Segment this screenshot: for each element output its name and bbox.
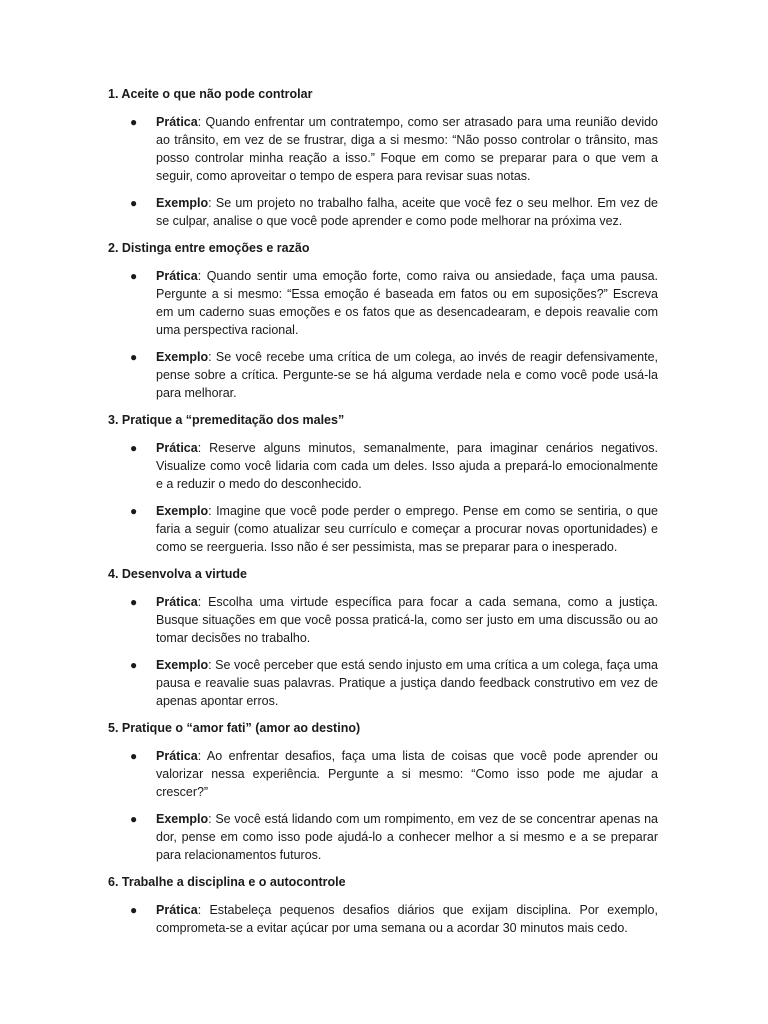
item-label: Exemplo [156, 812, 209, 826]
list-item [108, 348, 658, 402]
list-item [108, 267, 658, 339]
bullet-icon: ● [130, 595, 138, 609]
item-text: : Reserve alguns minutos, semanalmente, para imaginar cenários negativos. Visualize como você lidaria com cada um deles. Isso ajuda a prepará-lo emocionalmente e a reduzir o medo do desconhecido. [156, 441, 658, 491]
item-label: Exemplo [156, 350, 209, 364]
section-title: 5. Pratique o “amor fati” (amor ao destino) [108, 721, 361, 735]
item-label: Exemplo [156, 504, 209, 518]
item-label: Prática [156, 441, 198, 455]
item-label: Prática [156, 269, 198, 283]
bullet-icon: ● [130, 749, 138, 763]
bullet-list [108, 593, 658, 710]
bullet-icon: ● [130, 350, 138, 364]
section-4 [108, 565, 658, 710]
item-text: : Se você recebe uma crítica de um colega, ao invés de reagir defensivamente, pense sobre a crítica. Pergunte-se se há alguma verdade nela e como você pode usá-la para melhorar. [156, 350, 658, 400]
item-label: Prática [156, 903, 198, 917]
section-1 [108, 85, 658, 230]
bullet-list [108, 439, 658, 556]
list-item [108, 747, 658, 801]
item-text: : Quando enfrentar um contratempo, como ser atrasado para uma reunião devido ao trânsito, em vez de se frustrar, diga a si mesmo: “Não posso controlar o trânsito, mas posso controlar minha reação a isso.” Foque em como se preparar para o que vem a seguir, como aproveitar o tempo de espera para revisar suas notas. [156, 115, 658, 183]
list-item [108, 194, 658, 230]
list-item [108, 502, 658, 556]
item-label: Exemplo [156, 658, 209, 672]
bullet-icon: ● [130, 812, 138, 826]
section-3 [108, 411, 658, 556]
section-title: 1. Aceite o que não pode controlar [108, 87, 313, 101]
bullet-icon: ● [130, 196, 138, 210]
list-item [108, 439, 658, 493]
item-text: : Se você perceber que está sendo injusto em uma crítica a um colega, faça uma pausa e reavalie suas palavras. Pratique a justiça dando feedback construtivo em vez de apenas apontar erros. [156, 658, 658, 708]
section-title: 3. Pratique a “premeditação dos males” [108, 413, 345, 427]
list-item [108, 901, 658, 937]
section-5 [108, 719, 658, 864]
section-title: 6. Trabalhe a disciplina e o autocontrole [108, 875, 346, 889]
bullet-icon: ● [130, 658, 138, 672]
bullet-list [108, 901, 658, 937]
item-label: Prática [156, 595, 198, 609]
section-2 [108, 239, 658, 402]
item-label: Prática [156, 115, 198, 129]
item-text: : Escolha uma virtude específica para focar a cada semana, como a justiça. Busque situações em que você possa praticá-la, como ser justo em uma discussão ou ao tomar decisões no trabalho. [156, 595, 658, 645]
bullet-icon: ● [130, 269, 138, 283]
list-item [108, 113, 658, 185]
item-text: : Quando sentir uma emoção forte, como raiva ou ansiedade, faça uma pausa. Pergunte a si mesmo: “Essa emoção é baseada em fatos ou em suposições?” Escreva em um caderno suas emoções e os fatos que as desencadearam, e depois reavalie com uma perspectiva racional. [156, 269, 658, 337]
item-label: Exemplo [156, 196, 209, 210]
item-text: : Estabeleça pequenos desafios diários que exijam disciplina. Por exemplo, comprometa-se a evitar açúcar por uma semana ou a acordar 30 minutos mais cedo. [156, 903, 658, 935]
section-6 [108, 873, 658, 937]
item-text: : Imagine que você pode perder o emprego. Pense em como se sentiria, o que faria a seguir (como atualizar seu currículo e começar a procurar novas oportunidades) e como se reergueria. Isso não é ser pessimista, mas se preparar para o inesperado. [156, 504, 658, 554]
section-title: 2. Distinga entre emoções e razão [108, 241, 310, 255]
bullet-icon: ● [130, 504, 138, 518]
document-page [108, 85, 658, 946]
list-item [108, 656, 658, 710]
section-title: 4. Desenvolva a virtude [108, 567, 247, 581]
list-item [108, 810, 658, 864]
list-item [108, 593, 658, 647]
bullet-list [108, 747, 658, 864]
item-text: : Ao enfrentar desafios, faça uma lista de coisas que você pode aprender ou valorizar nessa experiência. Pergunte a si mesmo: “Como isso pode me ajudar a crescer?” [156, 749, 658, 799]
item-text: : Se um projeto no trabalho falha, aceite que você fez o seu melhor. Em vez de se culpar, analise o que você pode aprender e como pode melhorar na próxima vez. [156, 196, 658, 228]
bullet-list [108, 113, 658, 230]
bullet-icon: ● [130, 115, 138, 129]
bullet-list [108, 267, 658, 402]
item-text: : Se você está lidando com um rompimento, em vez de se concentrar apenas na dor, pense em como isso pode ajudá-lo a conhecer melhor a si mesmo e a se preparar para relacionamentos futuros. [156, 812, 658, 862]
bullet-icon: ● [130, 903, 138, 917]
bullet-icon: ● [130, 441, 138, 455]
item-label: Prática [156, 749, 198, 763]
